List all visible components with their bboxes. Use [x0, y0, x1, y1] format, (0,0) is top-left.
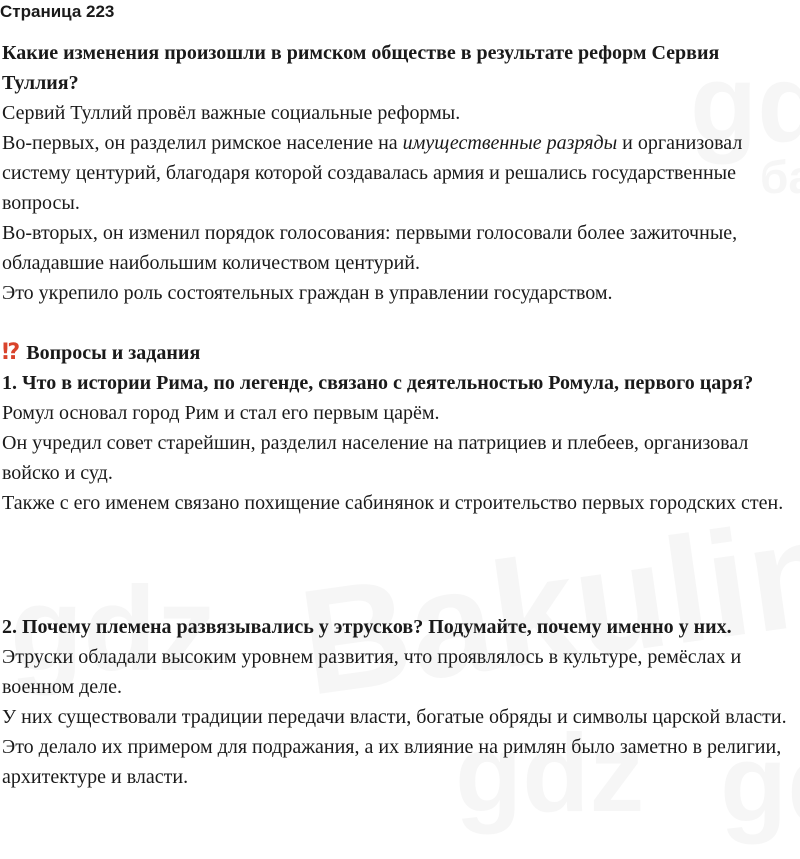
section-servius-reforms — [2, 38, 798, 308]
answer-paragraph: Он учредил совет старейшин, разделил население на патрициев и плебеев, организовал войско и суд. — [2, 432, 749, 484]
questions-heading-label: Вопросы и задания — [26, 342, 201, 364]
answer-text: Во-вторых, он изменил порядок голосования: первыми голосовали более зажиточные, обладавшие наибольшим количеством центурий. — [2, 222, 738, 274]
question-text: Какие изменения произошли в римском обществе в результате реформ Сервия Туллия? — [2, 42, 720, 94]
question-1-answer — [2, 398, 798, 518]
answer-text: Сервий Туллий провёл важные социальные реформы. — [2, 102, 461, 124]
answer-paragraph — [2, 98, 798, 128]
section-question-2 — [2, 612, 798, 792]
question-1-text: 1. Что в истории Рима, по легенде, связано с деятельностью Ромула, первого царя? — [2, 372, 754, 394]
answer-paragraph — [2, 128, 798, 218]
answer — [2, 98, 798, 308]
answer-emphasis: имущественные разряды — [402, 132, 618, 154]
answer-paragraph: У них существовали традиции передачи власти, богатые обряды и символы царской власти. — [2, 706, 787, 728]
questions-heading — [2, 338, 798, 368]
answer-paragraph: Это делало их примером для подражания, а их влияние на римлян было заметно в религии, архитектуре и власти. — [2, 736, 782, 788]
answer-text: Это укрепило роль состоятельных граждан в управлении государством. — [2, 282, 613, 304]
answer-paragraph — [2, 218, 798, 278]
answer-paragraph — [2, 278, 798, 308]
answer-text: Во-первых, он разделил римское население на — [2, 132, 403, 154]
exclamation-question-icon: ⁉ — [2, 340, 19, 365]
answer-paragraph: Также с его именем связано похищение сабинянок и строительство первых городских стен. — [2, 492, 784, 514]
page-header: Страница 223 — [0, 2, 115, 21]
answer-paragraph: Этруски обладали высоким уровнем развития, что проявлялось в культуре, ремёслах и военном деле. — [2, 646, 742, 698]
section-questions — [2, 338, 798, 518]
answer-paragraph: Ромул основал город Рим и стал его первым царём. — [2, 402, 440, 424]
question-2-text: 2. Почему племена развязывались у этрусков? Подумайте, почему именно у них. — [2, 616, 732, 638]
question-2-answer — [2, 642, 798, 792]
answer-text: и организовал систему центурий, благодаря которой создавалась армия и решались государственные вопросы. — [2, 132, 743, 214]
